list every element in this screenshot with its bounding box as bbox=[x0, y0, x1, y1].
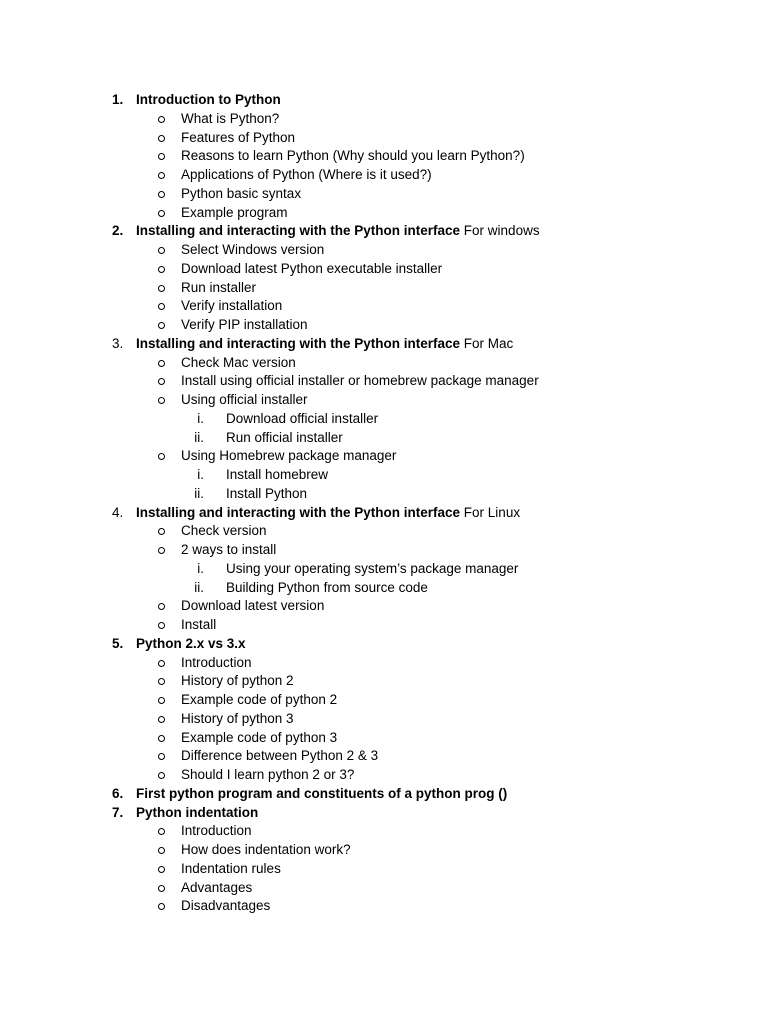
section-number: 5. bbox=[112, 635, 124, 651]
list-item-text: Check Mac version bbox=[181, 354, 296, 370]
sub-list-item-text: Download official installer bbox=[226, 410, 379, 426]
list-item-text: How does indentation work? bbox=[181, 842, 351, 857]
list-item bbox=[0, 241, 768, 260]
hollow-bullet-icon bbox=[158, 172, 165, 179]
list-item bbox=[0, 147, 768, 166]
hollow-bullet-icon bbox=[158, 247, 165, 254]
section-title-line bbox=[136, 804, 258, 823]
list-item bbox=[0, 822, 768, 841]
list-item-text: Using official installer bbox=[181, 392, 308, 407]
list-item-text: Applications of Python (Where is it used?) bbox=[181, 167, 432, 182]
list-item-text: Install bbox=[181, 617, 217, 632]
list-item bbox=[0, 166, 768, 185]
section-title: Python 2.x vs 3.x bbox=[136, 635, 246, 651]
section-heading bbox=[0, 785, 768, 804]
list-item-text: History of python 2 bbox=[181, 673, 294, 689]
list-item bbox=[0, 185, 768, 204]
sub-list-item bbox=[0, 560, 768, 579]
hollow-bullet-icon bbox=[158, 285, 165, 292]
roman-numeral: ii. bbox=[194, 579, 204, 595]
list-item bbox=[0, 860, 768, 879]
hollow-bullet-icon bbox=[158, 735, 165, 742]
list-item bbox=[0, 597, 768, 616]
section-title: Installing and interacting with the Python interface bbox=[136, 504, 461, 520]
sub-list-item-text: Using your operating system’s package manager bbox=[226, 560, 519, 576]
section-suffix: For Mac bbox=[460, 335, 514, 351]
list-item bbox=[0, 447, 768, 466]
hollow-bullet-icon bbox=[158, 622, 165, 629]
list-item-text: Difference between Python 2 & 3 bbox=[181, 748, 379, 764]
list-item-text: What is Python? bbox=[181, 110, 280, 126]
section-number: 7. bbox=[112, 804, 124, 820]
hollow-bullet-icon bbox=[158, 847, 165, 854]
hollow-bullet-icon bbox=[158, 453, 165, 460]
section-heading bbox=[0, 504, 768, 523]
section-title-line bbox=[136, 91, 281, 110]
list-item-text: Introduction bbox=[181, 823, 252, 839]
list-item-text: Disadvantages bbox=[181, 898, 271, 914]
section-title-line bbox=[136, 635, 246, 654]
hollow-bullet-icon bbox=[158, 360, 165, 367]
hollow-bullet-icon bbox=[158, 266, 165, 273]
section-number: 2. bbox=[112, 223, 124, 239]
list-item-text: Download latest Python executable installer bbox=[181, 260, 443, 276]
list-item bbox=[0, 672, 768, 691]
list-item bbox=[0, 616, 768, 635]
list-item bbox=[0, 747, 768, 766]
list-item-text: History of python 3 bbox=[181, 710, 294, 726]
list-item bbox=[0, 654, 768, 673]
hollow-bullet-icon bbox=[158, 210, 165, 217]
section-heading bbox=[0, 635, 768, 654]
section-heading bbox=[0, 91, 768, 110]
section-number: 3. bbox=[112, 335, 124, 351]
hollow-bullet-icon bbox=[158, 116, 165, 123]
list-item bbox=[0, 260, 768, 279]
hollow-bullet-icon bbox=[158, 303, 165, 310]
list-item bbox=[0, 372, 768, 391]
roman-numeral: i. bbox=[197, 410, 204, 426]
list-item bbox=[0, 354, 768, 373]
hollow-bullet-icon bbox=[158, 885, 165, 892]
list-item-text: Example program bbox=[181, 204, 288, 220]
list-item bbox=[0, 766, 768, 785]
list-item-text: Example code of python 3 bbox=[181, 729, 338, 745]
list-item bbox=[0, 391, 768, 410]
list-item bbox=[0, 710, 768, 729]
sub-list-item bbox=[0, 485, 768, 504]
hollow-bullet-icon bbox=[158, 153, 165, 160]
list-item-text: Verify installation bbox=[181, 298, 283, 314]
course-outline bbox=[0, 91, 768, 916]
sub-list-item-text: Run official installer bbox=[226, 429, 343, 445]
sub-list-item-text: Install homebrew bbox=[226, 467, 329, 482]
list-item bbox=[0, 841, 768, 860]
hollow-bullet-icon bbox=[158, 772, 165, 779]
section-number: 6. bbox=[112, 785, 124, 801]
list-item bbox=[0, 522, 768, 541]
sub-list-item bbox=[0, 579, 768, 598]
section-heading bbox=[0, 804, 768, 823]
hollow-bullet-icon bbox=[158, 866, 165, 873]
list-item-text: Verify PIP installation bbox=[181, 317, 308, 332]
section-title-line bbox=[136, 335, 513, 354]
list-item bbox=[0, 729, 768, 748]
list-item-text: Python basic syntax bbox=[181, 185, 302, 201]
section-title-line bbox=[136, 504, 520, 523]
section-number: 1. bbox=[112, 92, 124, 107]
section-title: First python program and constituents of a python prog () bbox=[136, 785, 508, 801]
list-item bbox=[0, 279, 768, 298]
list-item-text: Indentation rules bbox=[181, 860, 281, 876]
list-item-text: Check version bbox=[181, 523, 267, 539]
hollow-bullet-icon bbox=[158, 716, 165, 723]
list-item-text: Should I learn python 2 or 3? bbox=[181, 767, 355, 782]
section-title: Installing and interacting with the Python interface bbox=[136, 335, 461, 351]
hollow-bullet-icon bbox=[158, 547, 165, 554]
hollow-bullet-icon bbox=[158, 397, 165, 404]
section-heading bbox=[0, 335, 768, 354]
sub-list-item bbox=[0, 466, 768, 485]
section-title: Python indentation bbox=[136, 804, 259, 820]
list-item-text: Select Windows version bbox=[181, 242, 325, 257]
hollow-bullet-icon bbox=[158, 191, 165, 198]
section-title: Introduction to Python bbox=[136, 92, 281, 107]
section-suffix: For Linux bbox=[460, 504, 521, 520]
list-item bbox=[0, 297, 768, 316]
list-item bbox=[0, 541, 768, 560]
list-item-text: Using Homebrew package manager bbox=[181, 448, 397, 464]
section-suffix: For windows bbox=[460, 223, 540, 239]
hollow-bullet-icon bbox=[158, 378, 165, 385]
sub-list-item-text: Building Python from source code bbox=[226, 579, 428, 595]
roman-numeral: ii. bbox=[194, 485, 204, 501]
list-item-text: Run installer bbox=[181, 279, 257, 295]
list-item bbox=[0, 879, 768, 898]
list-item bbox=[0, 691, 768, 710]
hollow-bullet-icon bbox=[158, 660, 165, 667]
list-item-text: Install using official installer or homebrew package manager bbox=[181, 373, 539, 389]
roman-numeral: ii. bbox=[194, 429, 204, 445]
section-number: 4. bbox=[112, 504, 124, 520]
hollow-bullet-icon bbox=[158, 322, 165, 329]
sub-list-item-text: Install Python bbox=[226, 485, 308, 501]
hollow-bullet-icon bbox=[158, 697, 165, 704]
sub-list-item bbox=[0, 429, 768, 448]
section-title-line bbox=[136, 785, 507, 804]
hollow-bullet-icon bbox=[158, 603, 165, 610]
hollow-bullet-icon bbox=[158, 678, 165, 685]
hollow-bullet-icon bbox=[158, 903, 165, 910]
list-item bbox=[0, 110, 768, 129]
hollow-bullet-icon bbox=[158, 753, 165, 760]
section-title: Installing and interacting with the Python interface bbox=[136, 223, 461, 239]
list-item bbox=[0, 204, 768, 223]
hollow-bullet-icon bbox=[158, 828, 165, 835]
list-item-text: Features of Python bbox=[181, 129, 296, 145]
list-item-text: Download latest version bbox=[181, 598, 325, 614]
section-heading bbox=[0, 222, 768, 241]
list-item-text: Introduction bbox=[181, 654, 252, 670]
list-item-text: 2 ways to install bbox=[181, 542, 277, 557]
list-item bbox=[0, 316, 768, 335]
list-item-text: Example code of python 2 bbox=[181, 692, 338, 707]
sub-list-item bbox=[0, 410, 768, 429]
roman-numeral: i. bbox=[197, 560, 204, 576]
list-item-text: Reasons to learn Python (Why should you learn Python?) bbox=[181, 148, 525, 164]
list-item bbox=[0, 129, 768, 148]
hollow-bullet-icon bbox=[158, 528, 165, 535]
list-item bbox=[0, 897, 768, 916]
roman-numeral: i. bbox=[197, 467, 204, 482]
hollow-bullet-icon bbox=[158, 135, 165, 142]
list-item-text: Advantages bbox=[181, 879, 253, 895]
section-title-line bbox=[136, 222, 540, 241]
